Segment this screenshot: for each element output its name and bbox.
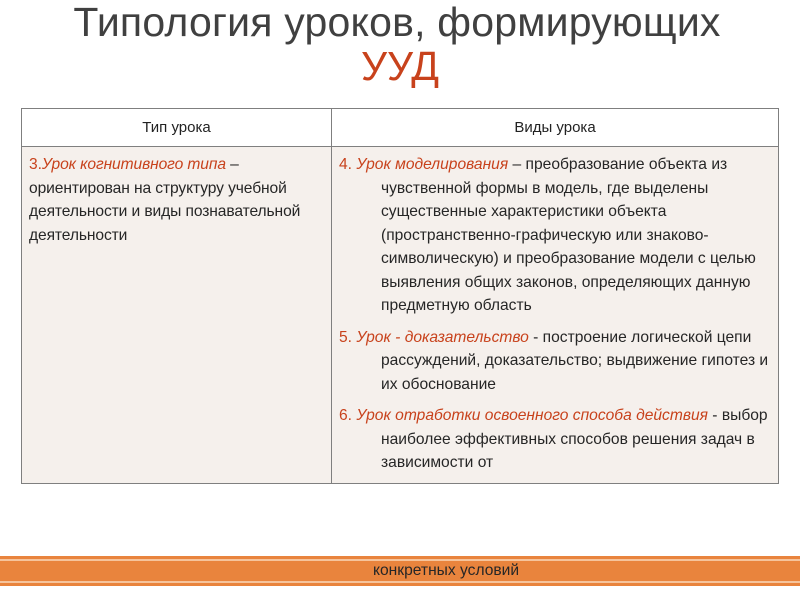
item-number: 6. bbox=[339, 407, 357, 424]
lesson-type-name: Урок когнитивного типа bbox=[41, 156, 226, 173]
cell-lesson-kinds bbox=[332, 147, 779, 484]
header-lesson-kinds: Виды урока bbox=[332, 109, 779, 147]
lesson-type-number: 3. bbox=[29, 156, 42, 173]
item-number: 4. bbox=[339, 156, 357, 173]
slide-title-line2: УУД bbox=[360, 43, 440, 89]
lesson-type-text bbox=[29, 153, 324, 247]
cell-lesson-type bbox=[22, 147, 332, 484]
table-row bbox=[22, 147, 779, 484]
lesson-typology-table bbox=[21, 108, 779, 484]
item-description: – преобразование объекта из чувственной формы в модель, где выделены существенные характеристики объекта (пространственно-графическую или знаково-символическую) и преобразование модели с целью выявления общих законов, определяющих данную предметную область bbox=[381, 156, 756, 314]
item-number: 5. bbox=[339, 328, 357, 346]
list-item bbox=[339, 153, 771, 318]
slide-title-line1: Типология уроков, формирующих bbox=[73, 0, 721, 45]
table-continuation-text: конкретных условий bbox=[373, 562, 520, 579]
item-description: - выбор наиболее эффективных способов решения задач в зависимости от bbox=[381, 407, 768, 471]
item-name: Урок отработки освоенного способа действия bbox=[356, 407, 708, 424]
list-item bbox=[339, 404, 771, 475]
lesson-type-description: – ориентирован на структуру учебной деятельности и виды познавательной деятельности bbox=[29, 156, 301, 244]
header-lesson-type: Тип урока bbox=[22, 109, 332, 147]
item-name: Урок моделирования bbox=[356, 156, 509, 173]
slide-title bbox=[0, 0, 800, 88]
item-name: Урок - доказательство bbox=[356, 328, 529, 346]
table-header-row bbox=[22, 109, 779, 147]
list-item bbox=[339, 326, 771, 397]
item-description: - построение логической цепи рассуждений, доказательство; выдвижение гипотез и их обоснование bbox=[381, 328, 769, 393]
